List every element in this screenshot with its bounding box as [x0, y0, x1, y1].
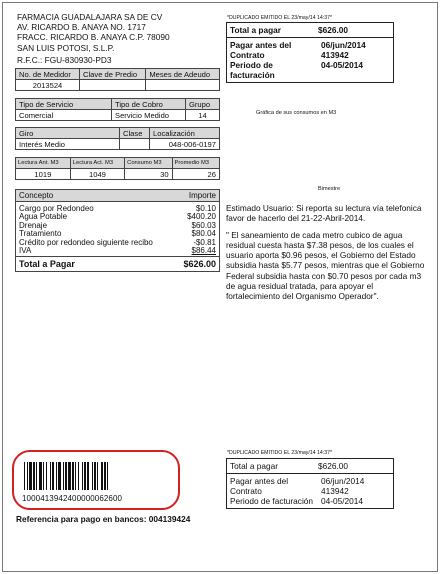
- company-rfc: R.F.C.: FGU-830930-PD3: [17, 55, 112, 65]
- summary-period-label: Periodo de facturación: [230, 496, 314, 506]
- message-paragraph-2: " El saneamiento de cada metro cubico de agua residual cuesta hasta $7.38 pesos, de los cuales el usuario aporta $0.96 pesos, el Gobierno del Estado subsidia hasta $5.77 pesos, mientras que el Gobierno Federal subsidia hasta con $0.70 pesos por cada m3 de agua residual tratada, para apoyar el fortalecimiento del Organismo Operador".: [226, 229, 425, 302]
- service-table: [15, 98, 220, 121]
- meter-number: 2013524: [16, 80, 80, 91]
- service-charge: Servicio Medido: [112, 110, 186, 121]
- charge-amount: $86.44: [191, 246, 216, 256]
- summary-box-bottom: [226, 458, 394, 509]
- meter-months: [146, 80, 220, 91]
- charges-list: [16, 202, 219, 256]
- summary-total-label: Total a pagar: [230, 25, 282, 35]
- charges-header-amount: Importe: [188, 191, 216, 200]
- summary-contract-value: 413942: [321, 50, 349, 60]
- charge-label: Agua Potable: [19, 212, 68, 222]
- service-header-charge: Tipo de Cobro: [112, 99, 186, 110]
- meter-predio: [80, 80, 146, 91]
- reading-header-prev: Lectura Ant. M3: [16, 158, 71, 169]
- summary-period-row: [230, 496, 390, 506]
- company-header: [17, 12, 170, 53]
- reading-header-curr: Lectura Act. M3: [70, 158, 124, 169]
- summary-contract-row: [230, 486, 390, 496]
- charge-amount: $80.04: [191, 229, 216, 239]
- summary-total-value: $626.00: [318, 461, 348, 471]
- summary-due-value: 06/jun/2014: [321, 476, 365, 486]
- user-message: [226, 203, 426, 302]
- service-group: 14: [185, 110, 219, 121]
- summary-total-label: Total a pagar: [230, 461, 278, 471]
- summary-period-label: Periodo de facturación: [230, 60, 275, 80]
- meter-table: [15, 68, 220, 91]
- charge-label: Drenaje: [19, 220, 48, 230]
- giro-table: [15, 127, 220, 150]
- summary-due-label: Pagar antes del: [230, 476, 289, 486]
- chart-caption: Gráfica de sus consumos en M3: [256, 110, 337, 116]
- service-header-type: Tipo de Servicio: [16, 99, 112, 110]
- readings-table: [15, 157, 220, 180]
- service-header-group: Grupo: [185, 99, 219, 110]
- reading-consumption: 30: [125, 169, 172, 180]
- total-label: Total a Pagar: [19, 259, 75, 270]
- summary-total-row: [227, 23, 393, 38]
- charge-item: [19, 247, 216, 255]
- giro-header: Giro: [16, 128, 120, 139]
- charge-label: Crédito por redondeo siguiente recibo: [19, 237, 153, 247]
- clase-value: [120, 139, 150, 150]
- company-address-2: FRACC. RICARDO B. ANAYA C.P. 78090: [17, 32, 170, 43]
- summary-contract-row: [230, 50, 390, 60]
- charge-amount: $60.03: [191, 220, 216, 230]
- summary-details: [227, 38, 393, 82]
- summary-due-row: [230, 476, 390, 486]
- meter-header-predio: Clave de Predio: [80, 69, 146, 80]
- charge-item: [19, 213, 216, 221]
- charges-header-concept: Concepto: [19, 191, 54, 200]
- charge-label: Cargo por Redondeo: [19, 204, 94, 213]
- summary-contract-label: Contrato: [230, 50, 265, 60]
- charge-amount: $400.20: [187, 212, 216, 222]
- charge-label: IVA: [19, 246, 32, 256]
- summary-period-value: 04-05/2014: [321, 60, 363, 70]
- charges-total: [16, 256, 219, 271]
- summary-period-value: 04-05/2014: [321, 496, 363, 506]
- summary-total-value: $626.00: [318, 25, 348, 35]
- duplicate-note-top: *DUPLICADO EMITIDO EL 23/may/14 14:37*: [227, 15, 333, 21]
- charge-amount: $0.10: [195, 204, 216, 213]
- message-paragraph-1: Estimado Usuario: Si reporta su lectura vía telefonica favor de hacerlo del 21-22-Abril-2014.: [226, 203, 422, 224]
- duplicate-note-bottom: *DUPLICADO EMITIDO EL 23/may/14 14:37*: [227, 450, 333, 456]
- reading-average: 26: [172, 169, 219, 180]
- summary-total-row: [227, 459, 393, 474]
- total-amount: $626.00: [183, 259, 216, 270]
- summary-details: [227, 474, 393, 508]
- meter-header-months: Meses de Adeudo: [146, 69, 220, 80]
- charge-label: Tratamiento: [19, 229, 62, 239]
- clase-header: Clase: [120, 128, 150, 139]
- meter-header-number: No. de Medidor: [16, 69, 80, 80]
- company-address-1: AV. RICARDO B. ANAYA NO. 1717: [17, 22, 146, 33]
- reading-header-consumption: Consumo M3: [125, 158, 172, 169]
- service-type: Comercial: [16, 110, 112, 121]
- summary-box-top: [226, 22, 394, 83]
- reading-curr: 1049: [70, 169, 124, 180]
- reading-prev: 1019: [16, 169, 71, 180]
- summary-contract-value: 413942: [321, 486, 349, 496]
- company-city: SAN LUIS POTOSI, S.L.P.: [17, 42, 115, 53]
- giro-value: Interés Medio: [16, 139, 120, 150]
- summary-due-label: Pagar antes del: [230, 40, 292, 50]
- bank-reference: Referencia para pago en bancos: 004139424: [16, 514, 191, 524]
- summary-due-row: [230, 40, 390, 50]
- localizacion-value: 048-006-0197: [150, 139, 220, 150]
- bimestre-label: Bimestre: [318, 186, 341, 192]
- charge-item: [19, 239, 216, 247]
- company-name: FARMACIA GUADALAJARA SA DE CV: [17, 12, 163, 22]
- summary-period-row: [230, 60, 390, 80]
- localizacion-header: Localización: [150, 128, 220, 139]
- summary-contract-label: Contrato: [230, 486, 262, 496]
- summary-due-value: 06/jun/2014: [321, 40, 366, 50]
- charge-amount: -$0.81: [193, 237, 216, 247]
- barcode-image: [24, 462, 160, 490]
- reading-header-average: Promedio M3: [172, 158, 219, 169]
- charges-box: [15, 189, 220, 272]
- charges-header: [16, 190, 219, 202]
- barcode-number: 1000413942400000062600: [22, 494, 123, 503]
